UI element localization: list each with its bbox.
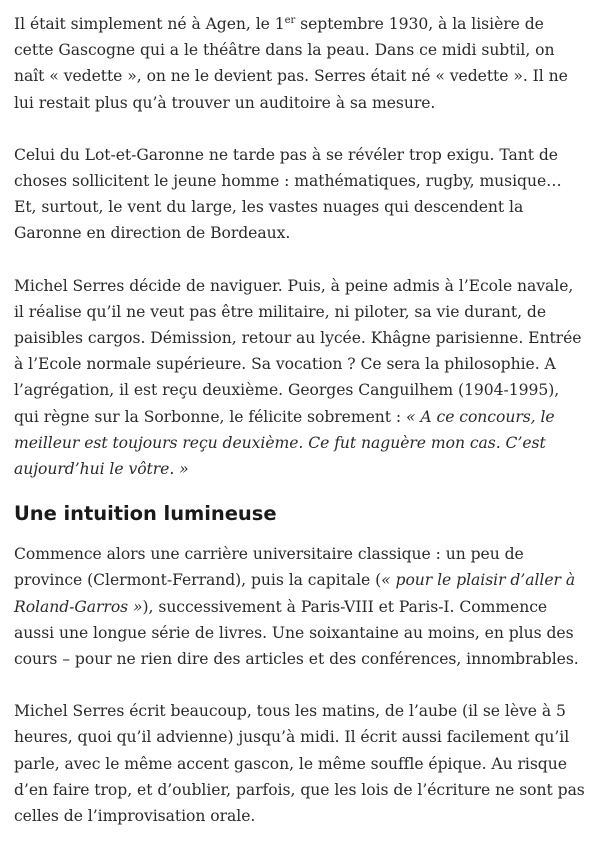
paragraph-youth bbox=[14, 142, 588, 247]
canguilhem-quote: « A ce concours, le meilleur est toujours reçu deuxième. Ce fut naguère mon cas. C’est aujourd’hui le vôtre. » bbox=[14, 407, 555, 479]
paragraph-career bbox=[14, 541, 588, 672]
section-heading: Une intuition lumineuse bbox=[14, 502, 277, 526]
paragraph-text: Michel Serres décide de naviguer. Puis, à peine admis à l’Ecole navale, il réalise qu’il ne veut pas être militaire, ni piloter, sa vie durant, de paisibles cargos. Démission, retour au lycée. Khâgne parisienne. Entrée à l’Ecole normale supérieure. Sa vocation ? Ce sera la philosophie. A l’agrégation, il est reçu deuxième. Georges Canguilhem (1904-1995), qui règne sur la Sorbonne, le félicite sobrement : bbox=[14, 276, 582, 426]
paragraph-text: ), successivement à Paris-VIII et Paris-I. Commence aussi une longue série de livres. Une soixantaine au moins, en plus des cours – pour ne rien dire des articles et des conférences, innombrables. bbox=[14, 597, 579, 669]
paragraph-writing bbox=[14, 698, 588, 829]
paragraph-text: Il était simplement né à Agen, le 1 bbox=[14, 15, 285, 33]
ordinal-superscript: er bbox=[284, 15, 296, 26]
paragraph-text: Michel Serres écrit beaucoup, tous les matins, de l’aube (il se lève à 5 heures, quoi qu’il advienne) jusqu’à midi. Il écrit aussi facilement qu’il parle, avec le même accent gascon, le même souffle épique. Au risque d’en faire trop, et d’oublier, parfois, que les lois de l’écriture ne sont pas celles de l’improvisation orale. bbox=[14, 702, 585, 826]
paragraph-text: septembre 1930, à la lisière de cette Gascogne qui a le théâtre dans la peau. Dans ce midi subtil, on naît « vedette », on ne le devient pas. Serres était né « vedette ». Il ne lui restait plus qu’à trouver un auditoire à sa mesure. bbox=[14, 15, 568, 112]
paragraph-education bbox=[14, 273, 588, 483]
article-body bbox=[14, 11, 588, 855]
paragraph-text: Commence alors une carrière universitaire classique : un peu de province (Clermont-Ferrand), puis la capitale ( bbox=[14, 545, 524, 590]
paragraph-birth bbox=[14, 11, 588, 116]
roland-garros-quote: « pour le plaisir d’aller à Roland-Garros » bbox=[14, 571, 576, 616]
paragraph-text: Celui du Lot-et-Garonne ne tarde pas à se révéler trop exigu. Tant de choses sollicitent le jeune homme : mathématiques, rugby, musique… Et, surtout, le vent du large, les vastes nuages qui descendent la Garonne en direction de Bordeaux. bbox=[14, 145, 562, 243]
